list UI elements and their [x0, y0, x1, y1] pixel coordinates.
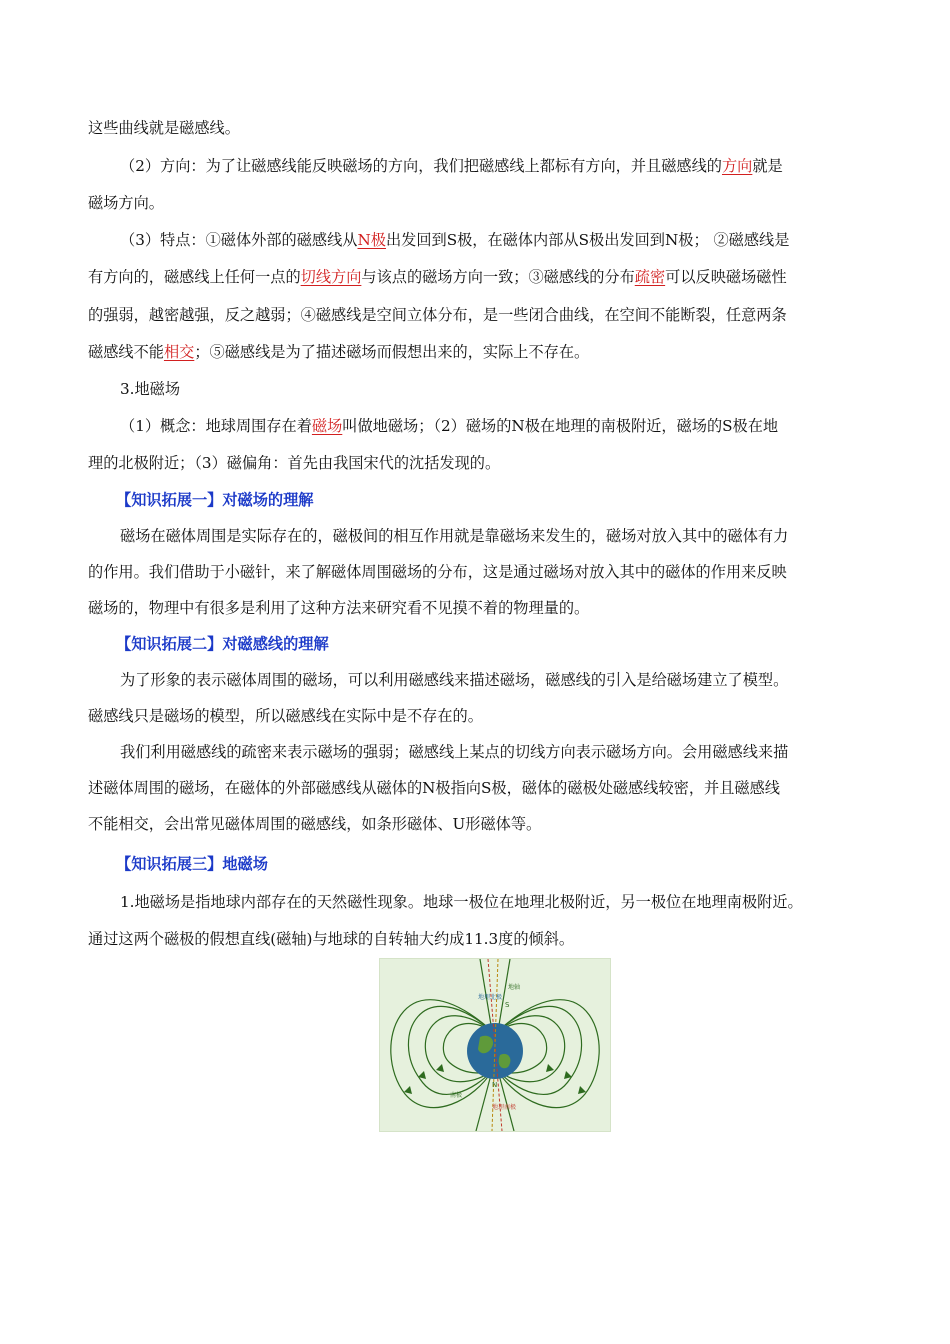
- text-span: 出发回到S极，在磁体内部从S极出发回到N极； ②磁感线是: [385, 231, 790, 249]
- paragraph-line: 1.地磁场是指地球内部存在的天然磁性现象。地球一极位在地理北极附近，另一极位在地理南极附近。: [120, 893, 803, 911]
- text-span: 叫做地磁场；（2）磁场的N极在地理的南极附近，磁场的S极在地: [342, 417, 779, 435]
- paragraph-line: 为了形象的表示磁体周围的磁场，可以利用磁感线来描述磁场，磁感线的引入是给磁场建立了模型。: [120, 671, 789, 689]
- highlight-term: N极: [357, 231, 386, 249]
- highlight-term: 疏密: [634, 268, 666, 286]
- highlight-term: 磁场: [311, 417, 343, 435]
- figure-label: S: [505, 1001, 510, 1009]
- paragraph-line: [120, 416, 778, 436]
- paragraph-line: [88, 342, 589, 362]
- figure-label: 地轴: [508, 984, 521, 991]
- figure-label: N: [492, 1081, 498, 1089]
- paragraph-line: 磁感线只是磁场的模型，所以磁感线在实际中是不存在的。: [88, 707, 483, 725]
- paragraph-line: 磁场在磁体周围是实际存在的，磁极间的相互作用就是靠磁场来发生的，磁场对放入其中的磁体有力: [120, 527, 789, 545]
- highlight-term: 切线方向: [300, 268, 362, 286]
- magnetic-field-diagram: [380, 959, 610, 1131]
- earth-magnetic-field-figure: [379, 958, 611, 1132]
- highlight-term: 相交: [163, 343, 195, 361]
- text-span: ；⑤磁感线是为了描述磁场而假想出来的，实际上不存在。: [194, 343, 590, 361]
- knowledge-extension-heading: 【知识拓展二】对磁感线的理解: [116, 635, 329, 653]
- text-span: 的强弱，越密越强，反之越弱；④磁感线是空间立体分布，是一些闭合曲线，在空间不能断裂，任意两条: [88, 306, 787, 324]
- text-span: （2）方向：为了让磁感线能反映磁场的方向，我们把磁感线上都标有方向，并且磁感线的: [120, 157, 722, 175]
- highlight-term: 方向: [721, 157, 753, 175]
- text-span: 磁感线不能: [88, 343, 164, 361]
- paragraph-line: [88, 305, 787, 325]
- paragraph-line: [88, 267, 787, 287]
- knowledge-extension-heading: 【知识拓展三】地磁场: [116, 855, 268, 873]
- text-span: 这些曲线就是磁感线。: [88, 119, 240, 137]
- figure-label: 地理北极: [478, 994, 503, 1001]
- paragraph-line: [88, 193, 164, 213]
- paragraph-line: 的作用。我们借助于小磁针，来了解磁体周围磁场的分布，这是通过磁场对放入其中的磁体的作用来反映: [88, 563, 787, 581]
- figure-label: 南极: [450, 1092, 463, 1099]
- paragraph-line: 述磁体周围的磁场，在磁体的外部磁感线从磁体的N极指向S极，磁体的磁极处磁感线较密，并且磁感线: [88, 779, 780, 797]
- paragraph-line: 不能相交，会出常见磁体周围的磁感线，如条形磁体、U形磁体等。: [88, 815, 542, 833]
- text-span: 理的北极附近；（3）磁偏角：首先由我国宋代的沈括发现的。: [88, 454, 501, 472]
- paragraph-line: [120, 156, 783, 176]
- text-span: 与该点的磁场方向一致；③磁感线的分布: [361, 268, 635, 286]
- section-title: [120, 379, 180, 399]
- text-span: 就是: [752, 157, 783, 175]
- text-span: （1）概念：地球周围存在着: [120, 417, 312, 435]
- paragraph-line: 通过这两个磁极的假想直线(磁轴)与地球的自转轴大约成11.3度的倾斜。: [88, 930, 575, 948]
- knowledge-extension-heading: 【知识拓展一】对磁场的理解: [116, 491, 314, 509]
- paragraph-line: [88, 118, 240, 138]
- text-span: （3）特点：①磁体外部的磁感线从: [120, 231, 358, 249]
- text-span: 3.地磁场: [120, 380, 181, 398]
- paragraph-line: 我们利用磁感线的疏密来表示磁场的强弱；磁感线上某点的切线方向表示磁场方向。会用磁感线来描: [120, 743, 789, 761]
- paragraph-line: [88, 453, 500, 473]
- paragraph-line: 磁场的，物理中有很多是利用了这种方法来研究看不见摸不着的物理量的。: [88, 599, 590, 617]
- text-span: 磁场方向。: [88, 194, 164, 212]
- figure-label: 地理南极: [492, 1104, 517, 1111]
- text-span: 有方向的，磁感线上任何一点的: [88, 268, 301, 286]
- text-span: 可以反映磁场磁性: [665, 268, 787, 286]
- paragraph-line: [120, 230, 789, 250]
